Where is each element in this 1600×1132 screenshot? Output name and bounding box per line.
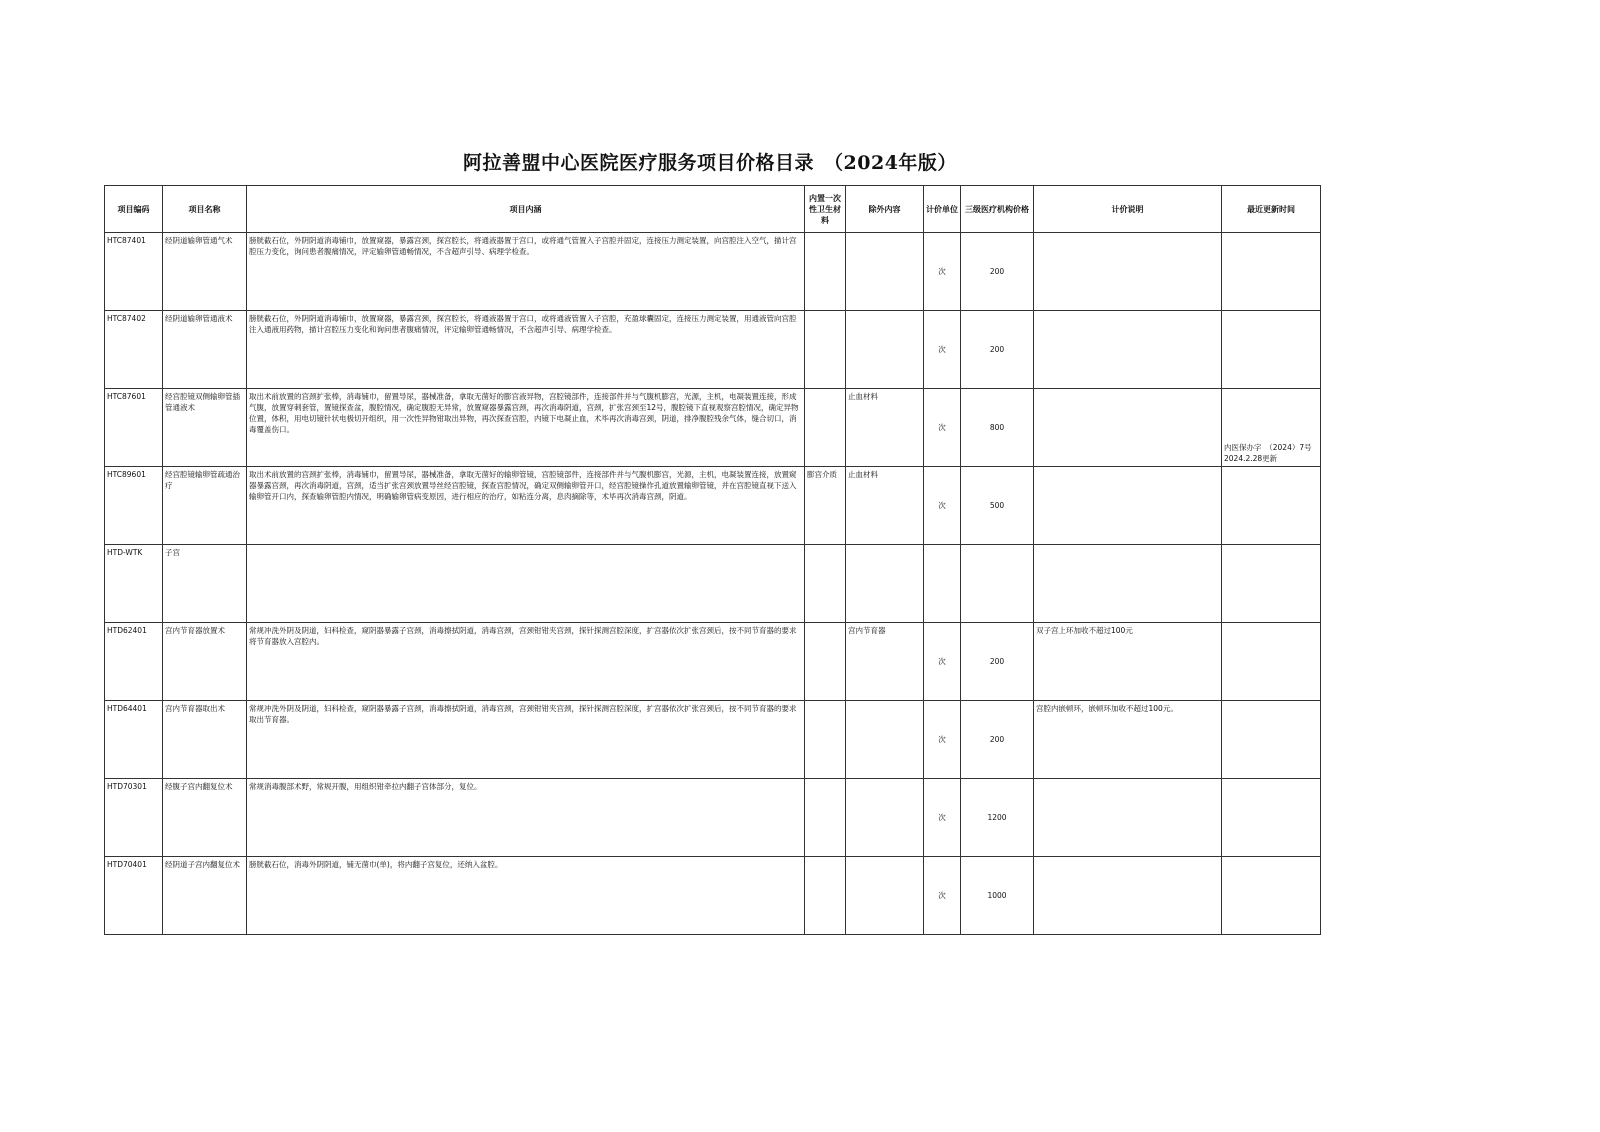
- cell-excluded: 止血材料: [846, 467, 924, 545]
- cell-materials: 膨宫介质: [805, 467, 846, 545]
- cell-materials: [805, 545, 846, 623]
- cell-materials: [805, 311, 846, 389]
- cell-materials: [805, 779, 846, 857]
- table-row: [105, 311, 1321, 389]
- cell-code: HTC87402: [105, 311, 163, 389]
- cell-updated: [1222, 701, 1321, 779]
- cell-notes: [1034, 233, 1222, 311]
- cell-name: 宫内节育器取出术: [163, 701, 247, 779]
- cell-unit: 次: [924, 701, 961, 779]
- cell-updated: [1222, 857, 1321, 935]
- cell-price: 200: [961, 701, 1034, 779]
- cell-price: 500: [961, 467, 1034, 545]
- table-header: [105, 186, 1321, 233]
- cell-materials: [805, 389, 846, 467]
- table-row: [105, 701, 1321, 779]
- cell-excluded: [846, 233, 924, 311]
- cell-materials: [805, 623, 846, 701]
- cell-content: 膀胱截石位，外阴阴道消毒铺巾，放置窥器，暴露宫颈，探宫腔长，将通液器置于宫口，或将通液管置入子宫腔，充盈球囊固定，连接压力测定装置，用通液管向宫腔注入通液用药物，描计宫腔压力变化和询问患者腹痛情况，评定输卵管通畅情况，不含超声引导、病理学检查。: [247, 311, 805, 389]
- cell-notes: [1034, 311, 1222, 389]
- table-body: [105, 233, 1321, 935]
- cell-updated: [1222, 467, 1321, 545]
- header-excluded: 除外内容: [846, 186, 924, 233]
- cell-content: 膀胱截石位，外阴阴道消毒铺巾，放置窥器，暴露宫颈，探宫腔长，将通液器置于宫口，或将通气管置入子宫腔并固定，连接压力测定装置，向宫腔注入空气，描计宫腔压力变化，询问患者腹痛情况，评定输卵管通畅情况，不含超声引导、病理学检查。: [247, 233, 805, 311]
- cell-code: HTC87401: [105, 233, 163, 311]
- cell-code: HTD70401: [105, 857, 163, 935]
- table-row: [105, 545, 1321, 623]
- cell-name: 经阴道子宫内翻复位术: [163, 857, 247, 935]
- table-row: [105, 857, 1321, 935]
- cell-excluded: [846, 701, 924, 779]
- cell-content: 常规冲洗外阴及阴道，妇科检查，窥阴器暴露子宫颈，消毒擦拭阴道，消毒宫颈，宫颈钳钳夹宫颈，探针探测宫腔深度，扩宫器依次扩张宫颈后，按不同节育器的要求将节育器放入宫腔内。: [247, 623, 805, 701]
- cell-updated: [1222, 623, 1321, 701]
- cell-code: HTD64401: [105, 701, 163, 779]
- header-code: 项目编码: [105, 186, 163, 233]
- cell-unit: 次: [924, 779, 961, 857]
- cell-content: 常规消毒腹部术野，常规开腹，用组织钳牵拉内翻子宫体部分，复位。: [247, 779, 805, 857]
- cell-price: 1000: [961, 857, 1034, 935]
- cell-content: 取出术前放置的宫颈扩张棒，消毒铺巾，留置导尿，器械准备，拿取无菌好的膨宫液异物，宫腔镜部件，连接部件并与气腹机膨宫，光源，主机，电凝装置连接，形成气腹，放置穿刺套管，置镜探查盆，腹腔情况，确定腹腔无异常，放置窥器暴露宫颈，再次消毒阴道，宫颈，扩张宫颈至12号，腹腔镜下直视观察宫腔情况，确定异物位置，体积，用电切镜针状电极切开组织，用一次性异物钳取出异物，再次探查宫腔，内镜下电凝止血，术毕再次消毒宫颈，阴道，排净腹腔残余气体，缝合切口，消毒覆盖伤口。: [247, 389, 805, 467]
- header-unit: 计价单位: [924, 186, 961, 233]
- cell-updated: [1222, 311, 1321, 389]
- cell-excluded: [846, 779, 924, 857]
- table-row: [105, 389, 1321, 467]
- cell-unit: 次: [924, 857, 961, 935]
- cell-updated: [1222, 233, 1321, 311]
- cell-price: [961, 545, 1034, 623]
- cell-code: HTD-WTK: [105, 545, 163, 623]
- header-name: 项目名称: [163, 186, 247, 233]
- cell-notes: 双子宫上环加收不超过100元: [1034, 623, 1222, 701]
- cell-materials: [805, 857, 846, 935]
- cell-unit: 次: [924, 311, 961, 389]
- cell-code: HTC89601: [105, 467, 163, 545]
- table-row: [105, 233, 1321, 311]
- cell-code: HTC87601: [105, 389, 163, 467]
- table-row: [105, 623, 1321, 701]
- cell-updated: [1222, 779, 1321, 857]
- cell-notes: [1034, 779, 1222, 857]
- cell-excluded: [846, 545, 924, 623]
- header-materials: 内置一次性卫生材料: [805, 186, 846, 233]
- cell-excluded: [846, 857, 924, 935]
- cell-price: 1200: [961, 779, 1034, 857]
- cell-materials: [805, 233, 846, 311]
- cell-code: HTD62401: [105, 623, 163, 701]
- cell-notes: 宫腔内嵌顿环，嵌顿环加收不超过100元。: [1034, 701, 1222, 779]
- cell-name: 经宫腔镜输卵管疏通治疗: [163, 467, 247, 545]
- cell-unit: 次: [924, 389, 961, 467]
- cell-content: 常规冲洗外阴及阴道，妇科检查，窥阴器暴露子宫颈，消毒擦拭阴道，消毒宫颈，宫颈钳钳夹宫颈，探针探测宫腔深度，扩宫器依次扩张宫颈后，按不同节育器的要求取出节育器。: [247, 701, 805, 779]
- cell-name: 经腹子宫内翻复位术: [163, 779, 247, 857]
- cell-content: 膀胱截石位，消毒外阴阴道，铺无菌巾(单)，将内翻子宫复位，还纳入盆腔。: [247, 857, 805, 935]
- cell-updated: 内医保办字 （2024）7号 2024.2.28更新: [1222, 389, 1321, 467]
- cell-excluded: [846, 311, 924, 389]
- cell-name: 宫内节育器放置术: [163, 623, 247, 701]
- cell-name: 经阴道输卵管通气术: [163, 233, 247, 311]
- cell-price: 200: [961, 623, 1034, 701]
- cell-unit: 次: [924, 467, 961, 545]
- page-title: 阿拉善盟中心医院医疗服务项目价格目录 （2024年版）: [463, 152, 957, 174]
- cell-name: 子宫: [163, 545, 247, 623]
- cell-price: 800: [961, 389, 1034, 467]
- price-table: [104, 185, 1321, 935]
- cell-name: 经宫腔镜双侧输卵管插管通液术: [163, 389, 247, 467]
- header-notes: 计价说明: [1034, 186, 1222, 233]
- cell-materials: [805, 701, 846, 779]
- cell-notes: [1034, 857, 1222, 935]
- cell-unit: [924, 545, 961, 623]
- cell-price: 200: [961, 311, 1034, 389]
- cell-notes: [1034, 545, 1222, 623]
- cell-price: 200: [961, 233, 1034, 311]
- table-row: [105, 779, 1321, 857]
- cell-unit: 次: [924, 233, 961, 311]
- cell-notes: [1034, 467, 1222, 545]
- cell-name: 经阴道输卵管通液术: [163, 311, 247, 389]
- cell-unit: 次: [924, 623, 961, 701]
- cell-updated: [1222, 545, 1321, 623]
- cell-content: [247, 545, 805, 623]
- cell-code: HTD70301: [105, 779, 163, 857]
- header-updated: 最近更新时间: [1222, 186, 1321, 233]
- cell-excluded: 止血材料: [846, 389, 924, 467]
- header-content: 项目内涵: [247, 186, 805, 233]
- table-row: [105, 467, 1321, 545]
- cell-excluded: 宫内节育器: [846, 623, 924, 701]
- cell-notes: [1034, 389, 1222, 467]
- header-price: 三级医疗机构价格: [961, 186, 1034, 233]
- cell-content: 取出术前放置的宫颈扩张棒，消毒铺巾，留置导尿，器械准备，拿取无菌好的输卵管镜，宫腔镜部件，连接部件并与气腹机膨宫，光源，主机，电凝装置连接，放置窥器暴露宫颈，再次消毒阴道，宫颈，适当扩张宫颈放置导丝经宫腔镜，探查宫腔情况，确定双侧输卵管开口，经宫腔镜操作孔道放置输卵管镜，并在宫腔镜直视下送入输卵管开口内，探查输卵管腔内情况，明确输卵管病变原因，进行相应的治疗，如粘连分离，息肉摘除等，术毕再次消毒宫颈，阴道。: [247, 467, 805, 545]
